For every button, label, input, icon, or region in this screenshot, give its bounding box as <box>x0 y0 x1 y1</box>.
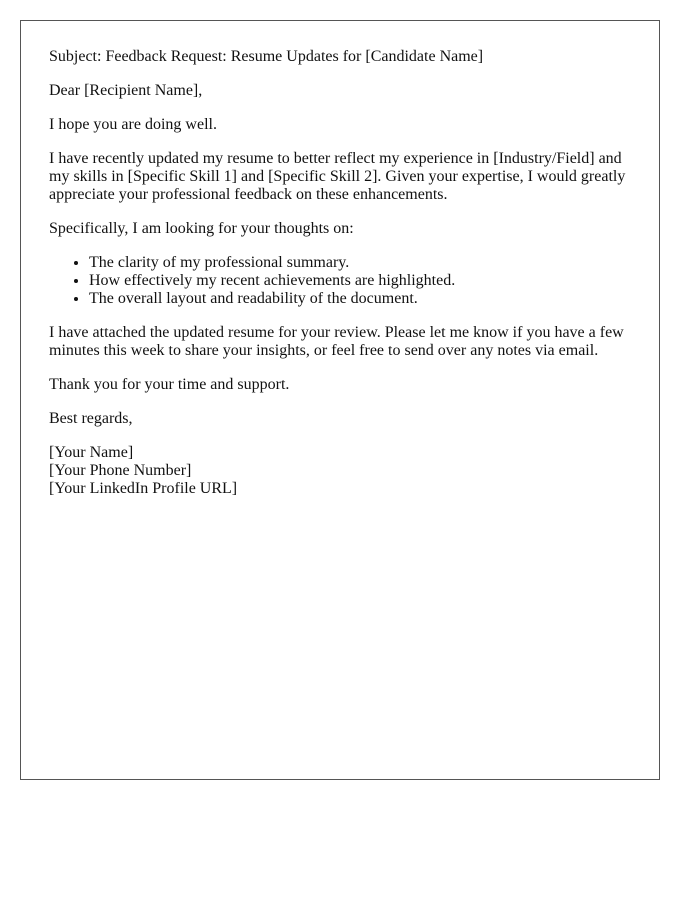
closing: Best regards, <box>49 410 133 427</box>
signature-block <box>49 444 631 498</box>
signature-name: [Your Name] <box>49 444 134 461</box>
intro-paragraph: I hope you are doing well. <box>49 116 217 133</box>
feedback-points-list <box>49 254 631 308</box>
subject-line: Subject: Feedback Request: Resume Updates for [Candidate Name] <box>49 48 484 65</box>
signature-phone: [Your Phone Number] <box>49 462 192 479</box>
body-paragraph-2: I have attached the updated resume for your review. Please let me know if you have a few minutes this week to share your insights, or feel free to send over any notes via email. <box>49 324 624 359</box>
body-paragraph-1: I have recently updated my resume to better reflect my experience in [Industry/Field] and my skills in [Specific Skill 1] and [Specific Skill 2]. Given your expertise, I would greatly appreciate your professional feedback on these enhancements. <box>49 150 626 203</box>
signature-linkedin: [Your LinkedIn Profile URL] <box>49 480 238 497</box>
list-item: • The overall layout and readability of the document. <box>89 290 631 308</box>
thanks-paragraph: Thank you for your time and support. <box>49 376 290 393</box>
list-intro: Specifically, I am looking for your thoughts on: <box>49 220 354 237</box>
letter-document <box>20 20 660 780</box>
list-item: • How effectively my recent achievements are highlighted. <box>89 272 631 290</box>
greeting: Dear [Recipient Name], <box>49 82 203 99</box>
list-item: • The clarity of my professional summary. <box>89 254 631 272</box>
